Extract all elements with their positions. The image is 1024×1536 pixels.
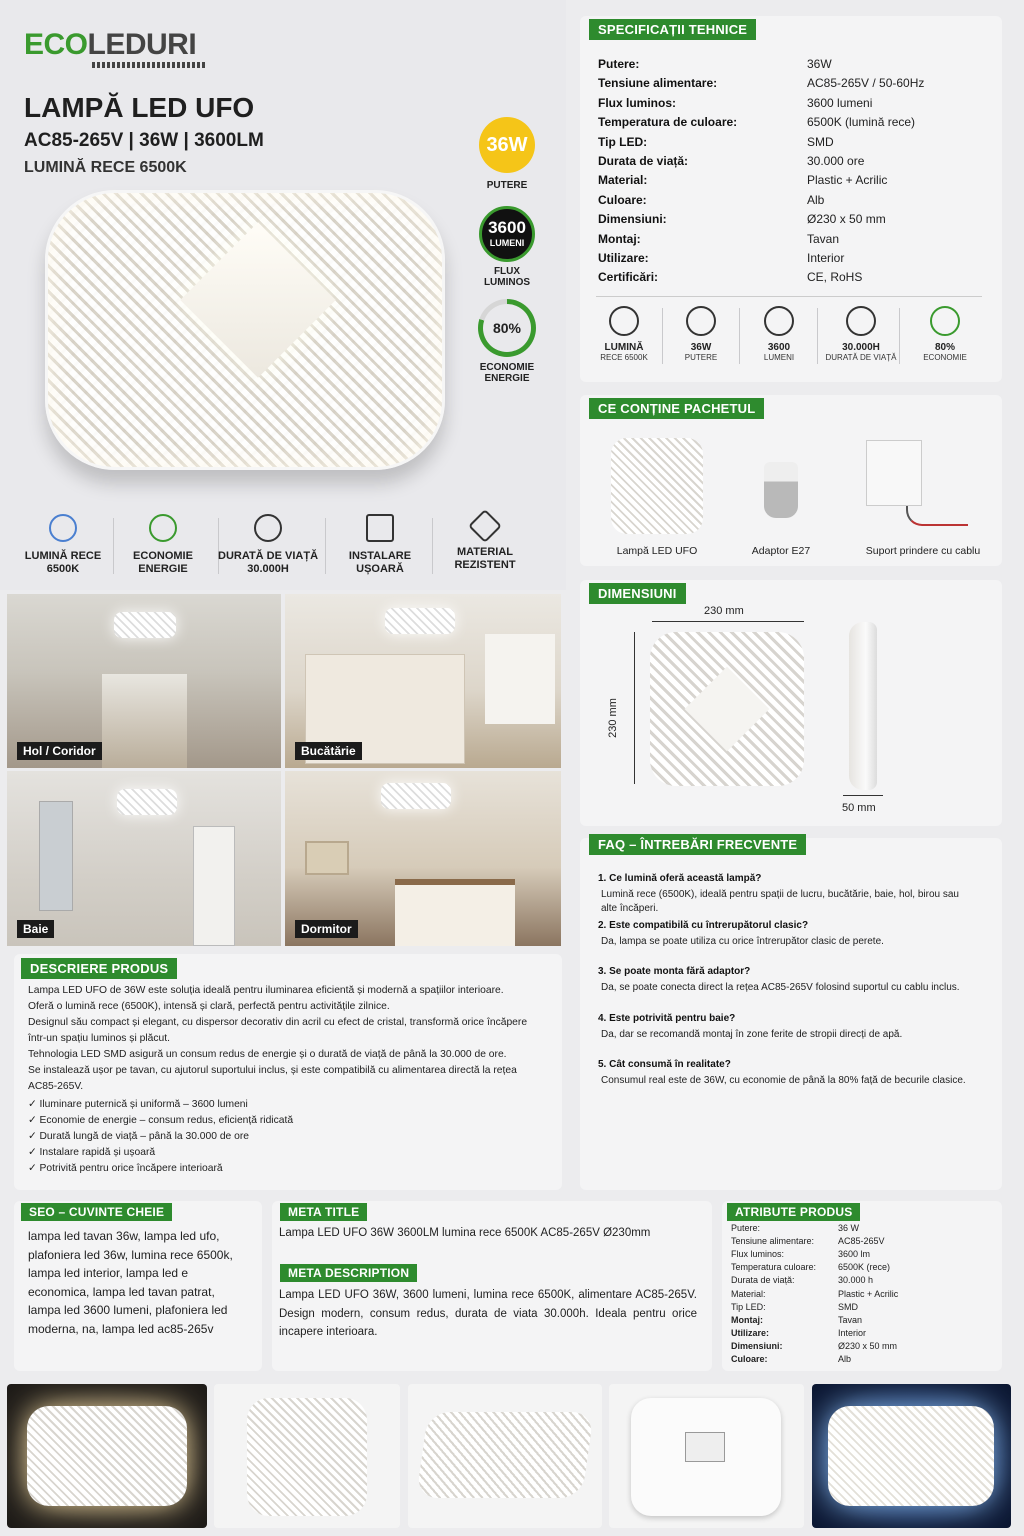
faq-question: 3. Se poate monta fără adaptor?: [598, 966, 751, 977]
spec-value: 3600 lumeni: [807, 95, 873, 110]
meta-description-text: Lampa LED UFO 36W, 3600 lumeni, lumina rece 6500K, alimentare AC85-265V. Design modern, consum redus, durata de viata 30.000h. Ideala pentru orice incapere interioara.: [279, 1289, 697, 1338]
description-title: DESCRIERE PRODUS: [21, 958, 177, 979]
attribute-key: Material:: [731, 1288, 766, 1299]
bulb-icon: [764, 306, 794, 336]
clock-icon: [254, 514, 282, 542]
spec-value: 6500K (lumină rece): [807, 115, 916, 130]
attribute-key: Tensiune alimentare:: [731, 1236, 815, 1247]
faq-answer: Da, dar se recomandă montaj în zone ferite de stropii direcți de apă.: [601, 1028, 903, 1040]
faq-question: 1. Ce lumină oferă această lampă?: [598, 873, 762, 884]
spec-row: [598, 96, 978, 110]
power-badge: 36W: [479, 117, 535, 173]
faq-answer: Lumină rece (6500K), ideală pentru spații de lucru, bucătărie, baie, hol, birou sau alte încăperi.: [601, 889, 959, 914]
attribute-value: Ø230 x 50 mm: [838, 1340, 898, 1351]
spec-key: Certificări:: [598, 270, 659, 285]
attribute-key: Culoare:: [731, 1354, 768, 1364]
spec-row: [598, 115, 978, 129]
spec-row: [598, 135, 978, 149]
spec-value: CE, RoHS: [807, 270, 863, 285]
spec-icon-item: 3600 LUMENI: [739, 306, 819, 362]
spec-icon-item: 30.000H DURATĂ DE VIAȚĂ: [821, 306, 901, 362]
attribute-value: 30.000 h: [838, 1275, 874, 1286]
spec-key: Utilizare:: [598, 251, 649, 265]
room-bedroom: [285, 771, 561, 946]
attribute-key: Temperatura culoare:: [731, 1262, 817, 1273]
attribute-value: Plastic + Acrilic: [838, 1288, 899, 1299]
spec-key: Temperatura de culoare:: [598, 115, 738, 130]
economy-badge: 80%: [478, 299, 536, 357]
lumens-badge-label: FLUX LUMINOS: [483, 266, 531, 288]
attribute-value: 6500K (rece): [838, 1262, 891, 1273]
attribute-row: [731, 1327, 867, 1338]
dimension-side-view: [849, 622, 877, 790]
attribute-row: [731, 1236, 885, 1247]
package-item-label: Adaptor E27: [751, 545, 811, 557]
meta-title-label: META TITLE: [280, 1203, 367, 1221]
dimension-depth-label: 50 mm: [842, 802, 876, 814]
room-caption: Hol / Coridor: [17, 742, 102, 760]
hero-section: [0, 0, 566, 590]
seo-title: SEO – CUVINTE CHEIE: [21, 1203, 172, 1221]
spec-value: Ø230 x 50 mm: [807, 212, 886, 227]
spec-row: [598, 154, 978, 168]
spec-key: Putere:: [598, 57, 640, 71]
attribute-key: Utilizare:: [731, 1327, 770, 1338]
spec-icon-item: 36W PUTERE: [661, 306, 741, 362]
attribute-value: AC85-265V: [838, 1236, 885, 1247]
room-caption: Baie: [17, 920, 54, 938]
benefit-item: ✓ Instalare rapidă și ușoară: [28, 1147, 156, 1158]
spec-value: Tavan: [807, 231, 840, 246]
spec-value: 30.000 ore: [807, 154, 865, 168]
dimension-width-label: 230 mm: [704, 605, 744, 617]
product-tagline: LUMINĂ RECE 6500K: [24, 159, 187, 176]
spec-key: Montaj:: [598, 231, 641, 246]
faq-answer: Da, lampa se poate utiliza cu orice întrerupător clasic de perete.: [601, 935, 884, 947]
attribute-row: [731, 1354, 852, 1364]
logo-underline: [92, 62, 207, 68]
attribute-row: [731, 1288, 899, 1299]
attribute-key: Flux luminos:: [731, 1249, 785, 1260]
benefit-item: ✓ Iluminare puternică și uniformă – 3600 lumeni: [28, 1099, 248, 1110]
spec-key: Culoare:: [598, 192, 647, 207]
thumbnail-image[interactable]: [609, 1384, 804, 1528]
dimensions-title: DIMENSIUNI: [589, 583, 686, 604]
spec-key: Tip LED:: [598, 134, 648, 149]
attribute-row: [731, 1223, 860, 1233]
specs-title: SPECIFICAȚII TEHNICE: [589, 19, 756, 40]
faq-question: 2. Este compatibilă cu întrerupătorul clasic?: [598, 919, 809, 931]
attribute-row: [731, 1249, 871, 1260]
economy-badge-label: ECONOMIE ENERGIE: [479, 362, 535, 384]
room-bathroom: [7, 771, 281, 946]
faq-answer: Consumul real este de 36W, cu economie de până la 80% față de becurile clasice.: [601, 1075, 966, 1086]
leaf-icon: [930, 306, 960, 336]
feature-energy: ECONOMIE ENERGIE: [113, 514, 213, 576]
attribute-row: [731, 1275, 874, 1286]
spec-row: [598, 232, 978, 246]
attribute-key: Dimensiuni:: [731, 1340, 783, 1351]
room-corridor: [7, 594, 281, 768]
package-bracket-image: [866, 440, 922, 506]
tools-icon: [366, 514, 394, 542]
meta-title-text: Lampa LED UFO 36W 3600LM lumina rece 6500K AC85-265V Ø230mm: [279, 1227, 651, 1239]
attribute-value: Alb: [838, 1354, 852, 1364]
spec-row: [598, 212, 978, 226]
attribute-key: Tip LED:: [731, 1301, 766, 1312]
faq-question: 5. Cât consumă în realitate?: [598, 1059, 731, 1070]
power-badge-label: PUTERE: [486, 180, 528, 191]
spec-key: Material:: [598, 173, 648, 188]
thumbnail-image[interactable]: [7, 1384, 207, 1528]
faq-answer: Da, se poate conecta direct la rețea AC85-265V folosind suportul cu cablu inclus.: [601, 982, 960, 993]
package-adaptor-image: [764, 462, 798, 518]
benefit-item: ✓ Potrivită pentru orice încăpere interioară: [28, 1163, 223, 1174]
dimension-front-view: [650, 632, 804, 786]
spec-key: Durata de viață:: [598, 154, 689, 168]
attribute-key: Montaj:: [731, 1314, 763, 1325]
power-icon: [686, 306, 716, 336]
lumens-badge: 3600 LUMENI: [479, 206, 535, 262]
spec-value: AC85-265V / 50-60Hz: [807, 76, 925, 91]
hero-lamp-image: [45, 190, 445, 470]
spec-value: Plastic + Acrilic: [807, 173, 888, 188]
room-caption: Bucătărie: [295, 742, 362, 760]
spec-row: [598, 173, 978, 187]
thumbnail-image[interactable]: [812, 1384, 1011, 1528]
package-title: CE CONȚINE PACHETUL: [589, 398, 764, 419]
spec-row: [598, 270, 978, 284]
spec-value: Interior: [807, 251, 845, 265]
attribute-value: 3600 lm: [838, 1249, 871, 1260]
package-item-label: Lampă LED UFO: [616, 545, 698, 557]
attribute-value: 36 W: [838, 1223, 860, 1233]
spec-value: SMD: [807, 134, 834, 149]
spec-icon-item: LUMINĂ RECE 6500K: [584, 306, 664, 362]
feature-cold-light: LUMINĂ RECE 6500K: [13, 514, 113, 576]
spec-value: 36W: [807, 57, 832, 71]
spec-row: [598, 57, 978, 71]
attribute-key: Putere:: [731, 1223, 761, 1233]
seo-keywords: lampa led tavan 36w, lampa led ufo, plafoniera led 36w, lumina rece 6500k, lampa led interior, lampa led e economica, lampa led tavan patrat, lampa led 3600 lumeni, plafoniera led moderna, na, lampa led ac85-265v: [28, 1229, 233, 1336]
sun-icon: [609, 306, 639, 336]
clock-icon: [846, 306, 876, 336]
benefit-item: ✓ Economie de energie – consum redus, eficiență ridicată: [28, 1115, 294, 1126]
faq-question: 4. Este potrivită pentru baie?: [598, 1012, 736, 1024]
cube-icon: [468, 509, 502, 543]
feature-material: MATERIAL REZISTENT: [435, 514, 535, 572]
spec-key: Flux luminos:: [598, 95, 676, 110]
spec-row: [598, 76, 978, 90]
thumbnail-image[interactable]: [408, 1384, 602, 1528]
attribute-value: SMD: [838, 1301, 858, 1312]
feature-lifetime: DURATĂ DE VIAȚĂ 30.000H: [218, 514, 318, 576]
attribute-row: [731, 1340, 898, 1351]
attribute-row: [731, 1314, 863, 1325]
spec-row: [598, 251, 978, 265]
attribute-row: [731, 1262, 891, 1273]
leaf-bulb-icon: [149, 514, 177, 542]
room-kitchen: [285, 594, 561, 768]
feature-install: INSTALARE UȘOARĂ: [330, 514, 430, 576]
product-subtitle: AC85-265V | 36W | 3600LM: [24, 130, 264, 151]
attribute-value: Tavan: [838, 1314, 863, 1325]
thumbnail-image[interactable]: [214, 1384, 400, 1528]
meta-description-label: META DESCRIPTION: [280, 1264, 417, 1282]
product-title: LAMPĂ LED UFO: [24, 92, 255, 123]
spec-row: [598, 193, 978, 207]
brand-logo: ECOLEDURI: [24, 28, 197, 61]
spec-key: Dimensiuni:: [598, 212, 667, 227]
room-caption: Dormitor: [295, 920, 358, 938]
attribute-key: Durata de viață:: [731, 1275, 795, 1286]
attribute-value: Interior: [838, 1327, 867, 1338]
description-text: Lampa LED UFO de 36W este soluția ideală pentru iluminarea eficientă și modernă a spațiilor interioare. Oferă o lumină rece (6500K), intensă și clară, perfectă pentru activitățile zilnice. Designul său compact și elegant, cu dispersor decorativ din acril cu efect de cristal, transformă orice încăpere într-un spațiu luminos și plăcut. Tehnologia LED SMD asigură un consum redus de energie și o durată de viață de până la 30.000 de ore. Se instalează ușor pe tavan, cu ajutorul suportului inclus, și este compatibilă cu alimentarea directă la rețea AC85-265V.: [28, 985, 528, 1092]
spec-key: Tensiune alimentare:: [598, 76, 718, 91]
spec-value: Alb: [807, 192, 825, 207]
spec-icon-item: 80% ECONOMIE: [905, 306, 985, 362]
package-item-label: Suport prindere cu cablu: [865, 545, 981, 557]
sun-icon: [49, 514, 77, 542]
faq-title: FAQ – ÎNTREBĂRI FRECVENTE: [589, 834, 806, 855]
package-lamp-image: [611, 438, 703, 534]
benefit-item: ✓ Durată lungă de viață – până la 30.000 de ore: [28, 1131, 250, 1142]
dimension-height-label: 230 mm: [606, 698, 619, 738]
attributes-title: ATRIBUTE PRODUS: [727, 1203, 860, 1221]
attribute-row: [731, 1301, 858, 1312]
